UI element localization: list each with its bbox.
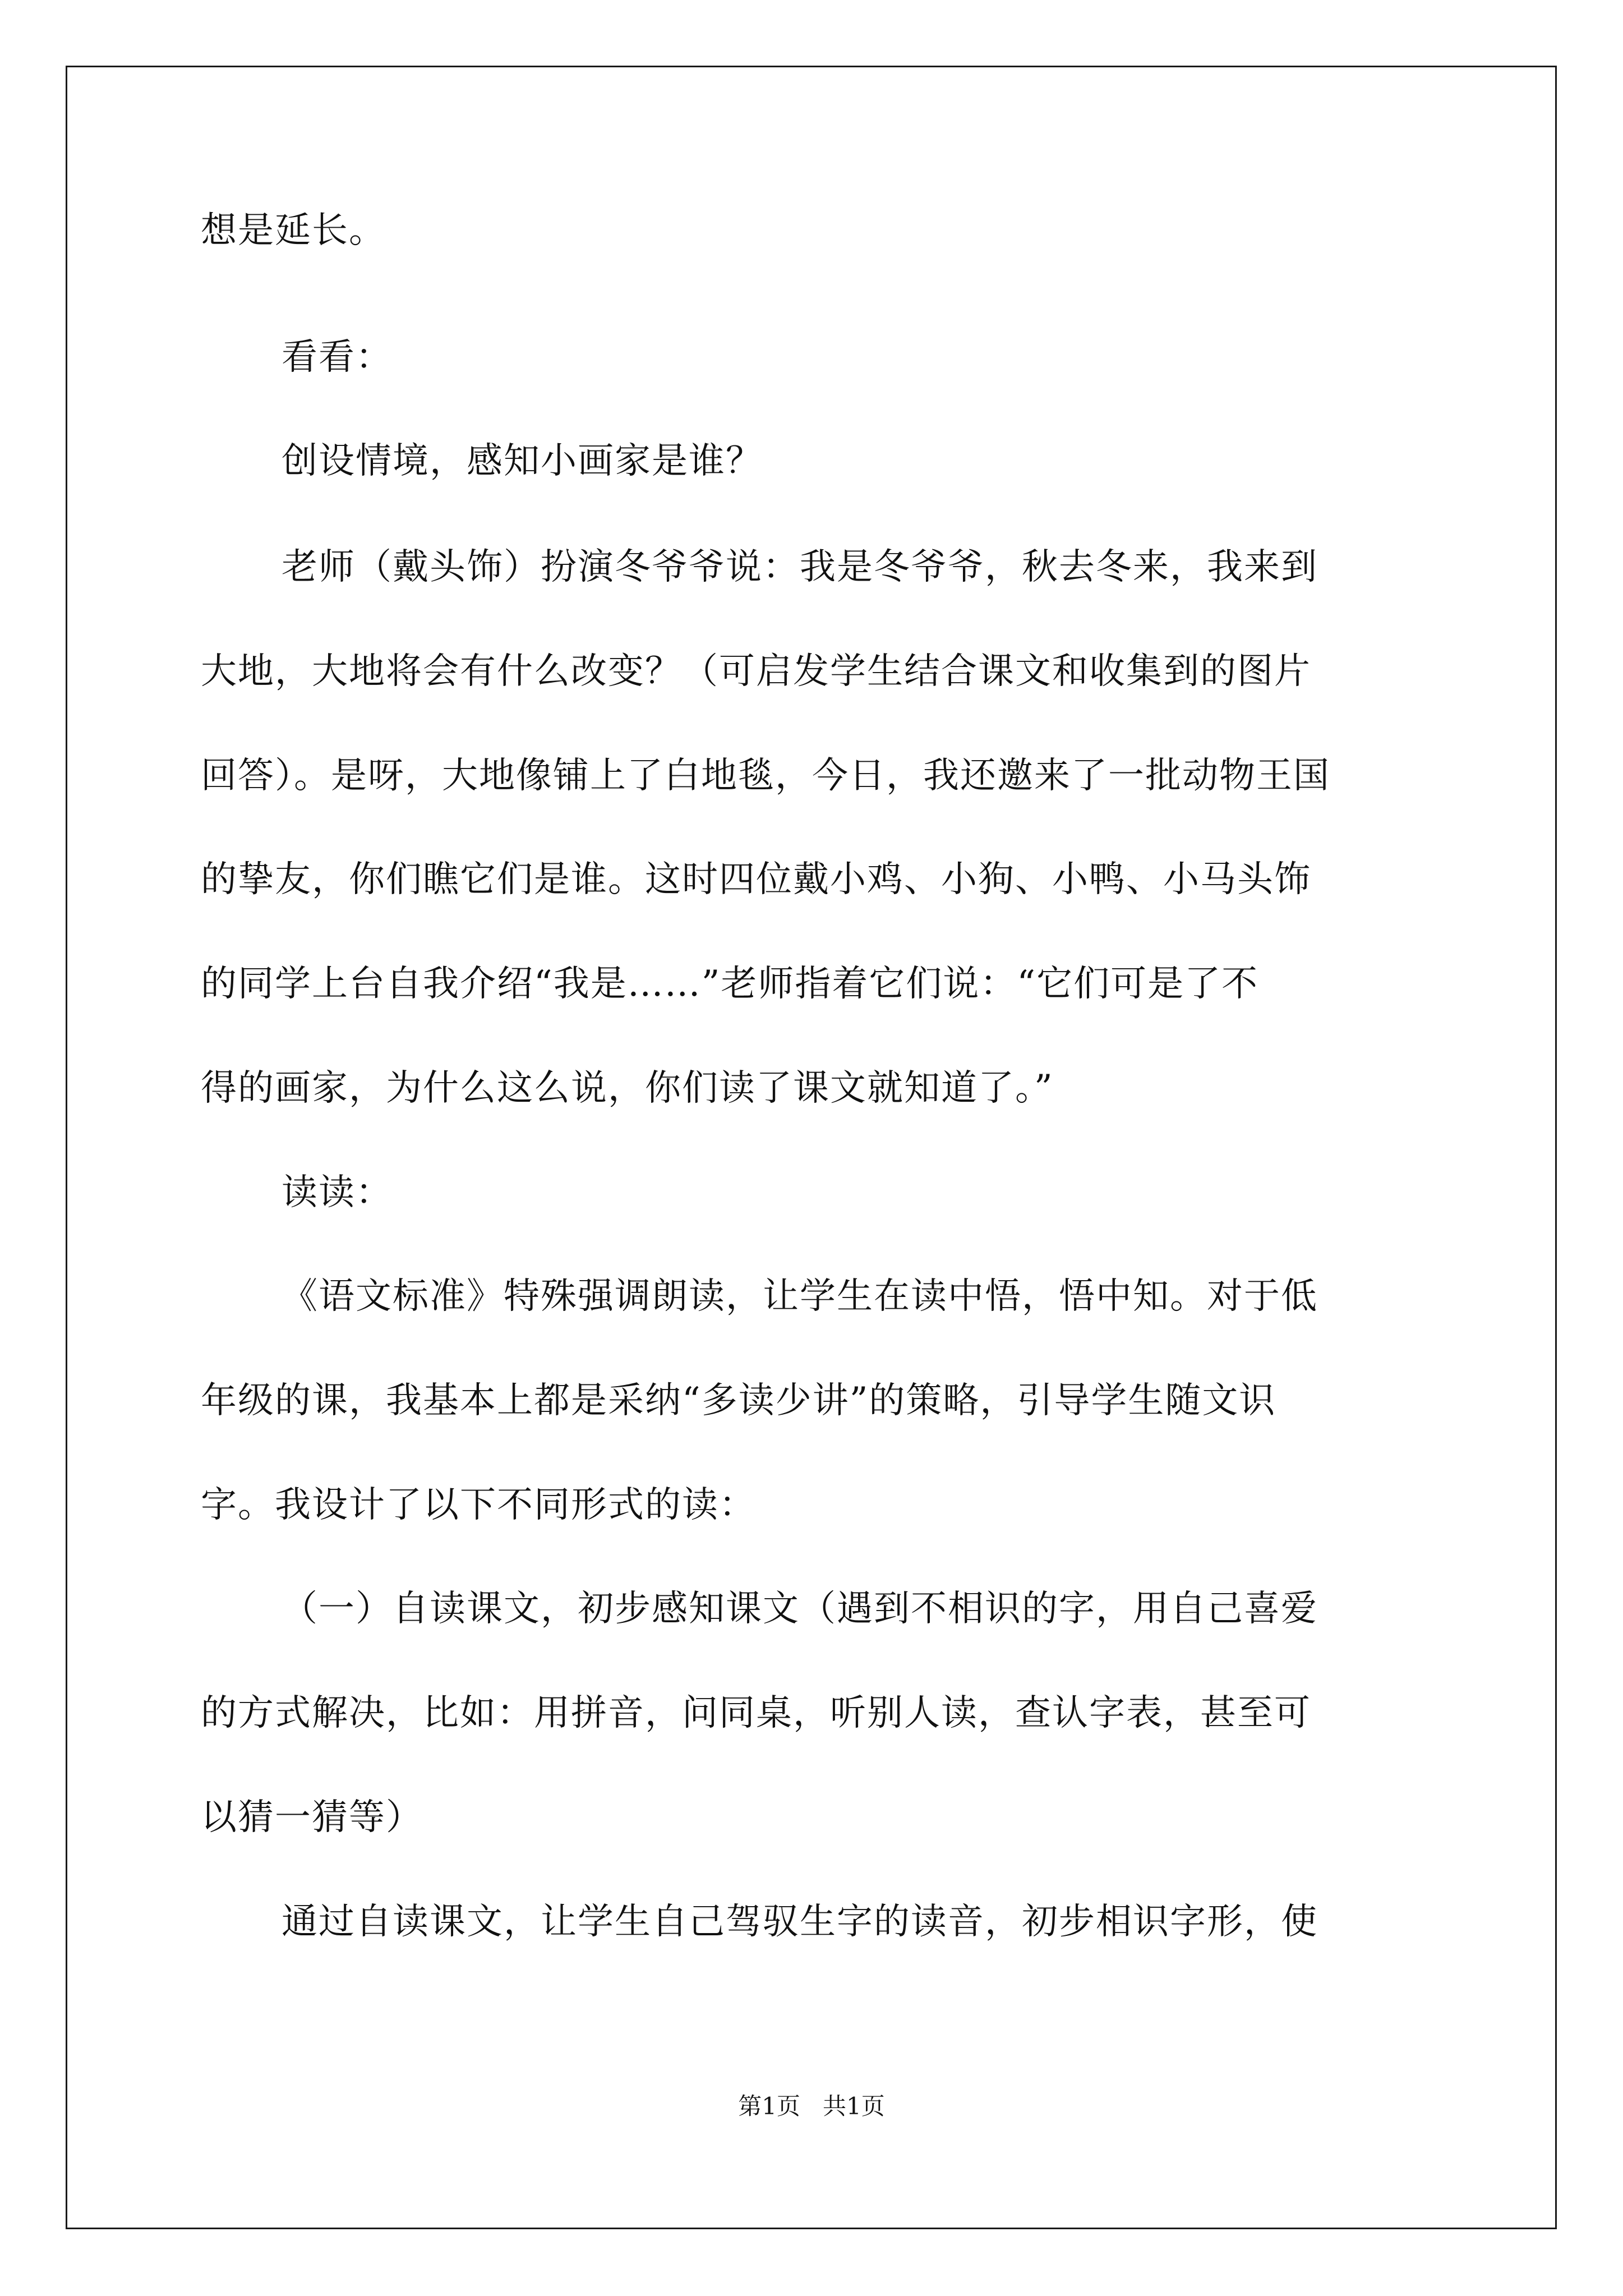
text-line-17: 通过自读课文，让学生自己驾驭生字的读音，初步相识字形，使 (282, 1901, 1318, 1943)
text-line-4: 老师（戴头饰）扮演冬爷爷说：我是冬爷爷，秋去冬来，我来到 (282, 546, 1318, 588)
section-heading-look: 看看： (282, 337, 393, 378)
text-line-6: 回答）。是呀，大地像铺上了白地毯，今日，我还邀来了一批动物王国 (201, 755, 1330, 797)
text-line-1: 想是延长。 (201, 210, 386, 251)
text-line-9: 得的画家，为什么这么说，你们读了课文就知道了。” (201, 1068, 1054, 1109)
text-line-14: （一）自读课文，初步感知课文（遇到不相识的字，用自己喜爱 (282, 1588, 1318, 1630)
text-line-11: 《语文标准》特殊强调朗读，让学生在读中悟，悟中知。对于低 (282, 1276, 1318, 1317)
text-line-16: 以猜一猜等） (201, 1797, 423, 1838)
text-line-8: 的同学上台自我介绍“我是……”老师指着它们说：“它们可是了不 (201, 963, 1259, 1005)
section-heading-read: 读读： (282, 1172, 393, 1213)
page-number-footer: 第1页 共1页 (738, 2092, 885, 2120)
text-line-13: 字。我设计了以下不同形式的读： (201, 1484, 756, 1526)
text-line-15: 的方式解决，比如：用拼音，问同桌，听别人读，查认字表，甚至可 (201, 1692, 1311, 1734)
text-line-12: 年级的课，我基本上都是采纳“多读少讲”的策略，引导学生随文识 (201, 1380, 1276, 1421)
text-line-5: 大地，大地将会有什么改变？（可启发学生结合课文和收集到的图片 (201, 651, 1311, 692)
text-line-7: 的挚友，你们瞧它们是谁。这时四位戴小鸡、小狗、小鸭、小马头饰 (201, 859, 1311, 900)
text-line-3: 创设情境，感知小画家是谁？ (282, 440, 763, 482)
